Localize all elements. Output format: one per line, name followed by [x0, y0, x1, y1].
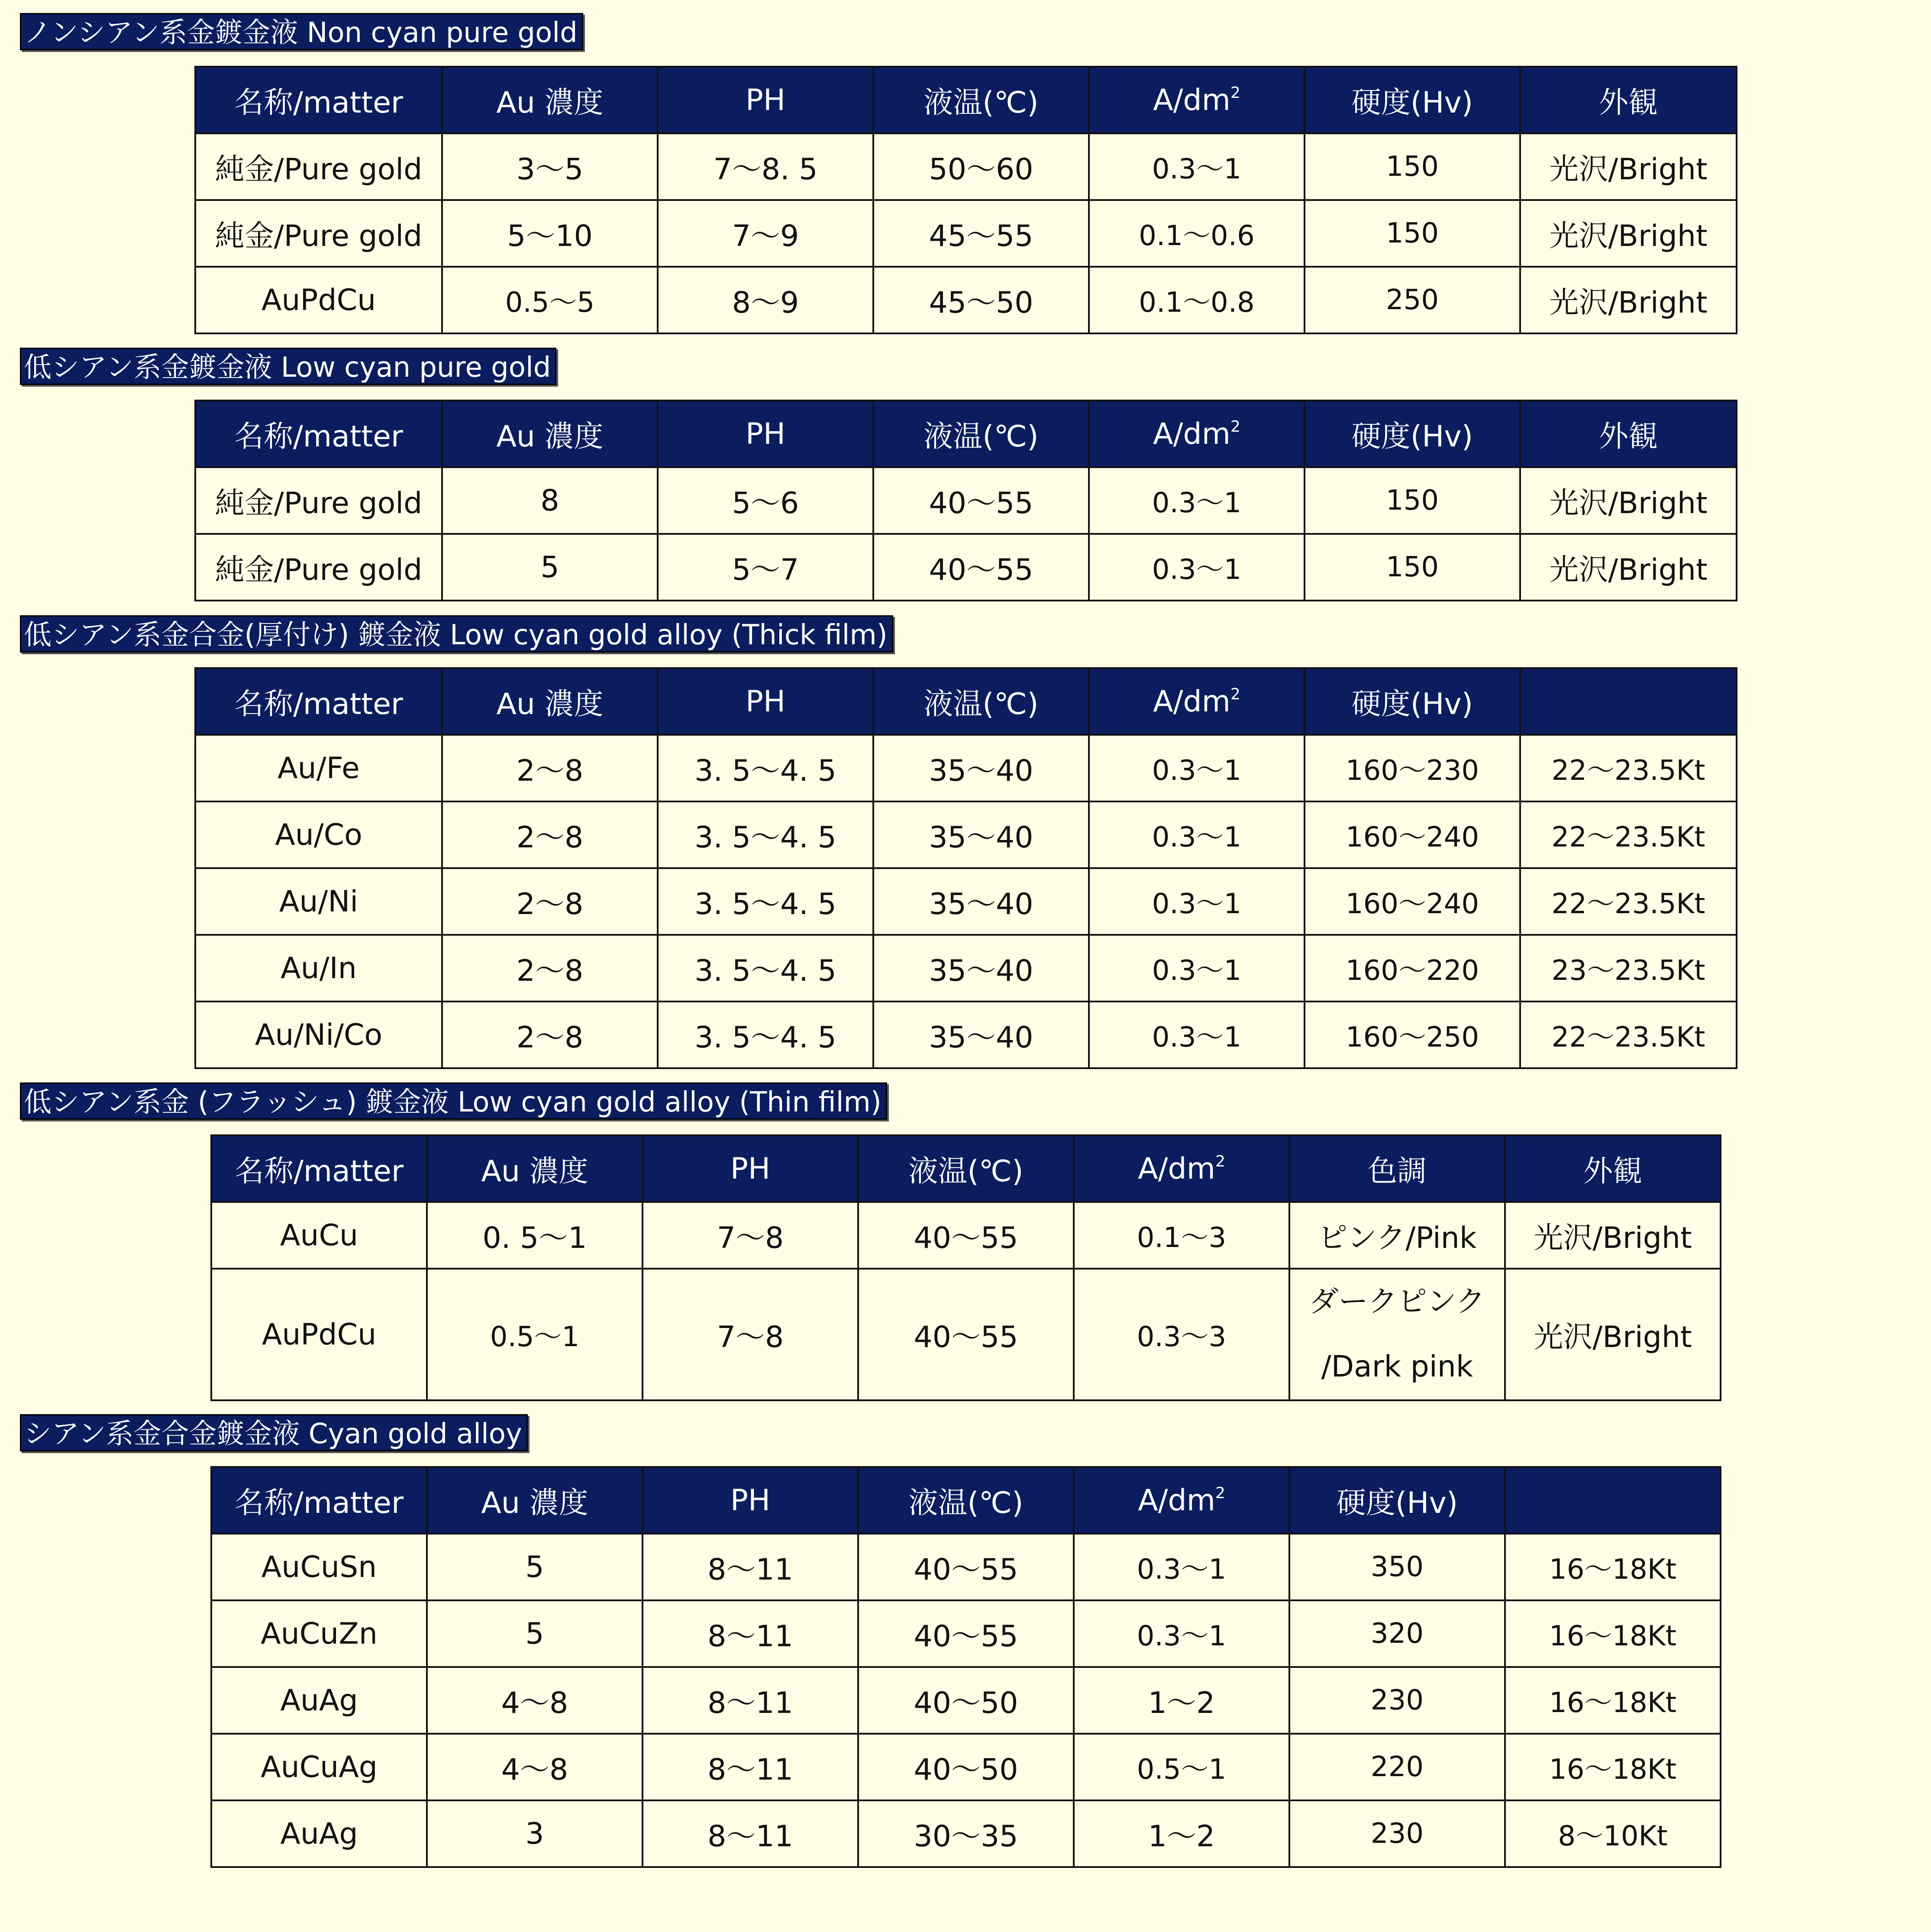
table-cell: AuCuZn — [211, 1600, 427, 1667]
table-cell: 0.5～1 — [1074, 1734, 1289, 1800]
table-cell: 0. 5～1 — [427, 1202, 643, 1269]
table-cell: AuPdCu — [195, 267, 442, 333]
table-cell: 3. 5～4. 5 — [658, 801, 873, 868]
table-cell: 40～50 — [858, 1734, 1074, 1800]
table-cell: 40～55 — [858, 1534, 1074, 1600]
header-cell: 外観 — [1520, 67, 1737, 133]
table-cell: 8～10Kt — [1505, 1800, 1721, 1867]
table-cell: 45～55 — [873, 200, 1089, 267]
table-cell: 7～9 — [658, 200, 873, 267]
plating-table — [210, 1466, 1721, 1868]
table-cell: 光沢/Bright — [1505, 1202, 1721, 1269]
table-cell: 3. 5～4. 5 — [658, 868, 873, 935]
table-cell: 0.3～3 — [1074, 1269, 1289, 1400]
table-cell: 8 — [442, 467, 658, 534]
header-cell: $A/dm^2$ — [1074, 1467, 1289, 1534]
section-title: ノンシアン系金鍍金液 Non cyan pure gold — [20, 13, 583, 50]
table-cell: 光沢/Bright — [1520, 200, 1737, 267]
table-cell: 0.3～1 — [1089, 133, 1305, 200]
table-cell: 40～50 — [858, 1667, 1074, 1734]
table-cell: 1～2 — [1074, 1800, 1289, 1867]
header-cell — [1505, 1467, 1721, 1534]
header-cell: 硬度(Hv) — [1289, 1467, 1505, 1534]
table-cell: 0.3～1 — [1089, 534, 1305, 601]
table-cell: 5～10 — [442, 200, 658, 267]
table-cell: AuAg — [211, 1667, 427, 1734]
table-cell: AuAg — [211, 1800, 427, 1867]
header-cell: 液温(℃) — [873, 401, 1089, 467]
table-cell: 8～11 — [643, 1734, 858, 1800]
header-cell: 外観 — [1505, 1135, 1721, 1202]
table-cell: 40～55 — [873, 534, 1089, 601]
header-cell: $A/dm^2$ — [1089, 401, 1305, 467]
table-cell: 0.1～3 — [1074, 1202, 1289, 1269]
table-cell: 4～8 — [427, 1667, 643, 1734]
header-cell: 硬度(Hv) — [1305, 67, 1520, 133]
table-cell: 0.3～1 — [1089, 935, 1305, 1002]
header-cell: 液温(℃) — [858, 1467, 1074, 1534]
table-cell: 8～11 — [643, 1600, 858, 1667]
table-cell: 7～8 — [643, 1269, 858, 1400]
header-cell: $A/dm^2$ — [1089, 668, 1305, 735]
header-cell: 名称/matter — [211, 1467, 427, 1534]
header-cell: Au 濃度 — [427, 1467, 643, 1534]
table-cell: 3. 5～4. 5 — [658, 735, 873, 801]
table-cell: ピンク/Pink — [1289, 1202, 1505, 1269]
table-cell: 光沢/Bright — [1520, 534, 1737, 601]
header-cell: PH — [643, 1467, 858, 1534]
header-cell: 名称/matter — [195, 67, 442, 133]
header-cell: 名称/matter — [195, 401, 442, 467]
table-cell: AuCuSn — [211, 1534, 427, 1600]
table-cell: 0.1～0.6 — [1089, 200, 1305, 267]
table-cell: 22～23.5Kt — [1520, 868, 1737, 935]
table-cell: ダークピンク /Dark pink — [1289, 1269, 1505, 1400]
header-cell: 液温(℃) — [873, 668, 1089, 735]
table-cell: Au/Co — [195, 801, 442, 868]
table-cell: AuPdCu — [211, 1269, 427, 1400]
table-cell: 光沢/Bright — [1505, 1269, 1721, 1400]
table-cell: 8～11 — [643, 1534, 858, 1600]
header-cell: 色調 — [1289, 1135, 1505, 1202]
table-cell: 35～40 — [873, 868, 1089, 935]
plating-table — [210, 1134, 1721, 1401]
table-cell: 純金/Pure gold — [195, 467, 442, 534]
plating-table — [194, 667, 1737, 1069]
table-cell: AuCuAg — [211, 1734, 427, 1800]
table-cell: 350 — [1289, 1534, 1505, 1600]
header-cell: 硬度(Hv) — [1305, 401, 1520, 467]
table-cell: 40～55 — [858, 1269, 1074, 1400]
table-cell: 16～18Kt — [1505, 1534, 1721, 1600]
table-cell: 5 — [427, 1534, 643, 1600]
table-cell: 3. 5～4. 5 — [658, 935, 873, 1002]
header-cell: 名称/matter — [195, 668, 442, 735]
header-cell: 硬度(Hv) — [1305, 668, 1520, 735]
table-cell: 8～11 — [643, 1667, 858, 1734]
table-cell: 2～8 — [442, 868, 658, 935]
header-cell: Au 濃度 — [442, 668, 658, 735]
table-cell: 2～8 — [442, 1002, 658, 1068]
table-cell: 5～7 — [658, 534, 873, 601]
header-cell: PH — [658, 67, 873, 133]
header-cell: Au 濃度 — [442, 67, 658, 133]
table-cell: 35～40 — [873, 801, 1089, 868]
table-cell: 160～250 — [1305, 1002, 1520, 1068]
table-cell: 0.3～1 — [1089, 868, 1305, 935]
table-cell: 1～2 — [1074, 1667, 1289, 1734]
table-cell: 16～18Kt — [1505, 1600, 1721, 1667]
table-cell: 0.3～1 — [1074, 1534, 1289, 1600]
header-cell: PH — [658, 668, 873, 735]
table-cell: 純金/Pure gold — [195, 200, 442, 267]
table-cell: 250 — [1305, 267, 1520, 333]
table-cell: 7～8. 5 — [658, 133, 873, 200]
section-title: 低シアン系金 (フラッシュ) 鍍金液 Low cyan gold alloy (Thin film) — [20, 1082, 887, 1120]
table-cell: 320 — [1289, 1600, 1505, 1667]
table-cell: 16～18Kt — [1505, 1734, 1721, 1800]
table-cell: 230 — [1289, 1800, 1505, 1867]
table-cell: AuCu — [211, 1202, 427, 1269]
table-cell: 160～240 — [1305, 801, 1520, 868]
table-cell: 150 — [1305, 133, 1520, 200]
table-cell: 0.3～1 — [1089, 735, 1305, 801]
header-cell — [1520, 668, 1737, 735]
table-cell: 35～40 — [873, 935, 1089, 1002]
table-cell: 光沢/Bright — [1520, 467, 1737, 534]
table-cell: 5 — [442, 534, 658, 601]
header-cell: PH — [658, 401, 873, 467]
table-cell: 0.3～1 — [1089, 1002, 1305, 1068]
table-cell: 45～50 — [873, 267, 1089, 333]
table-cell: 0.3～1 — [1074, 1600, 1289, 1667]
table-cell: 40～55 — [858, 1202, 1074, 1269]
table-cell: 純金/Pure gold — [195, 133, 442, 200]
table-cell: 160～230 — [1305, 735, 1520, 801]
table-cell: 150 — [1305, 467, 1520, 534]
table-cell: 光沢/Bright — [1520, 133, 1737, 200]
table-cell: 150 — [1305, 534, 1520, 601]
header-cell: PH — [643, 1135, 858, 1202]
table-cell: 0.5～1 — [427, 1269, 643, 1400]
table-cell: 220 — [1289, 1734, 1505, 1800]
table-cell: 22～23.5Kt — [1520, 1002, 1737, 1068]
table-cell: 光沢/Bright — [1520, 267, 1737, 333]
table-cell: 純金/Pure gold — [195, 534, 442, 601]
table-cell: 160～240 — [1305, 868, 1520, 935]
table-cell: 0.5～5 — [442, 267, 658, 333]
table-cell: 22～23.5Kt — [1520, 801, 1737, 868]
table-cell: 160～220 — [1305, 935, 1520, 1002]
table-cell: 5 — [427, 1600, 643, 1667]
plating-table — [194, 400, 1737, 601]
table-cell: 40～55 — [858, 1600, 1074, 1667]
table-cell: 3 — [427, 1800, 643, 1867]
table-cell: 0.3～1 — [1089, 801, 1305, 868]
header-cell: 名称/matter — [211, 1135, 427, 1202]
table-cell: 16～18Kt — [1505, 1667, 1721, 1734]
table-cell: Au/Fe — [195, 735, 442, 801]
table-cell: 7～8 — [643, 1202, 858, 1269]
table-cell: 2～8 — [442, 801, 658, 868]
section-title: 低シアン系金合金(厚付け) 鍍金液 Low cyan gold alloy (Thick film) — [20, 615, 893, 653]
table-cell: 0.3～1 — [1089, 467, 1305, 534]
table-cell: 30～35 — [858, 1800, 1074, 1867]
header-cell: 液温(℃) — [858, 1135, 1074, 1202]
table-cell: Au/In — [195, 935, 442, 1002]
table-cell: Au/Ni/Co — [195, 1002, 442, 1068]
table-cell: 35～40 — [873, 1002, 1089, 1068]
table-cell: 2～8 — [442, 735, 658, 801]
table-cell: 8～9 — [658, 267, 873, 333]
header-cell: 液温(℃) — [873, 67, 1089, 133]
table-cell: 4～8 — [427, 1734, 643, 1800]
header-cell: Au 濃度 — [427, 1135, 643, 1202]
table-cell: 230 — [1289, 1667, 1505, 1734]
table-cell: 40～55 — [873, 467, 1089, 534]
table-cell: 0.1～0.8 — [1089, 267, 1305, 333]
table-cell: 35～40 — [873, 735, 1089, 801]
table-cell: Au/Ni — [195, 868, 442, 935]
header-cell: $A/dm^2$ — [1089, 67, 1305, 133]
table-cell: 2～8 — [442, 935, 658, 1002]
plating-table — [194, 66, 1737, 334]
table-cell: 22～23.5Kt — [1520, 735, 1737, 801]
section-title: シアン系金合金鍍金液 Cyan gold alloy — [20, 1414, 528, 1451]
table-cell: 150 — [1305, 200, 1520, 267]
header-cell: $A/dm^2$ — [1074, 1135, 1289, 1202]
section-title: 低シアン系金鍍金液 Low cyan pure gold — [20, 348, 556, 385]
table-cell: 3. 5～4. 5 — [658, 1002, 873, 1068]
table-cell: 5～6 — [658, 467, 873, 534]
table-cell: 8～11 — [643, 1800, 858, 1867]
table-cell: 50～60 — [873, 133, 1089, 200]
header-cell: Au 濃度 — [442, 401, 658, 467]
table-cell: 23～23.5Kt — [1520, 935, 1737, 1002]
header-cell: 外観 — [1520, 401, 1737, 467]
table-cell: 3～5 — [442, 133, 658, 200]
